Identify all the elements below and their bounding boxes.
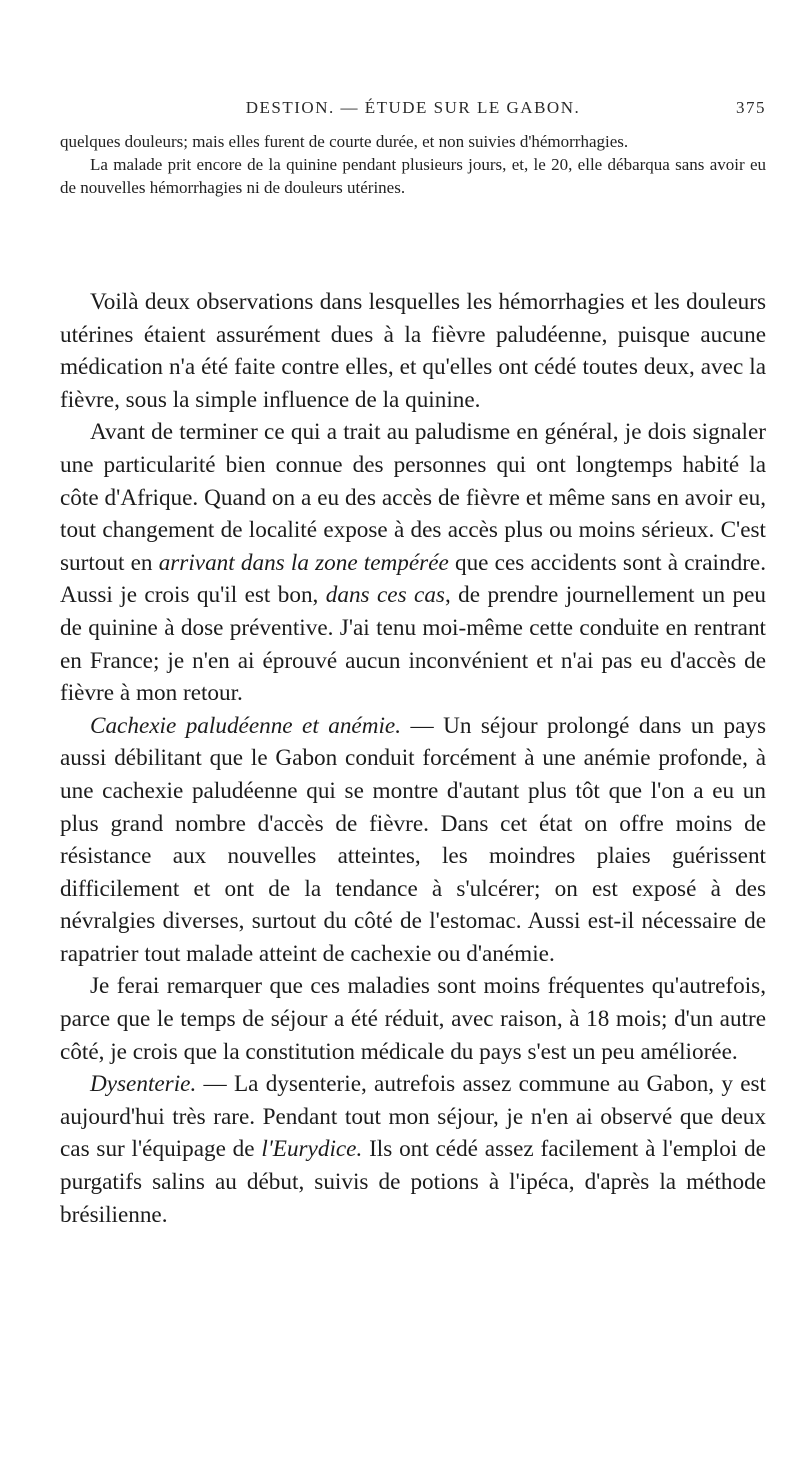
italic-phrase: arrivant dans la zone tempérée [158,549,449,576]
paragraph-paludisme [60,416,766,709]
paragraph-observations: Voilà deux observations dans lesquelles les hémorrhagies et les douleurs utérines étaient assurément dues à la fièvre paludéenne, puisque aucune médication n'a été faite contre elles, et qu'elles ont cédé toutes deux, avec la fièvre, sous la simple influence de la quinine. [60,289,766,413]
text-run: Avant de terminer ce qui a trait au paludisme en général, je dois signaler une particularité bien connue des personnes qui ont longtemps habité la côte d'Afrique. Quand on a eu des accès de fièvre et même sans en avoir eu, tout changement de localité expose à des accès plus ou moins sérieux. C'est surtout en [60,419,766,576]
case-notes-small-print [60,130,766,199]
text-run: Ils ont cédé assez facilement à l'emploi de purgatifs salins au début, suivis de potions à l'ipéca, d'après la méthode brésilienne. [60,1136,766,1228]
text-run: — Un séjour prolongé dans un pays aussi débilitant que le Gabon conduit forcément à une anémie profonde, à une cachexie paludéenne qui se montre d'autant plus tôt que l'on a eu un plus grand nombre d'accès de fièvre. Dans cet état on offre moins de résistance aux nouvelles atteintes, les moindres plaies guérissent difficilement et ont de la tendance à s'ulcérer; on est exposé à des névralgies diverses, surtout du côté de l'estomac. Aussi est-il nécessaire de rapatrier tout malade atteint de cachexie ou d'anémie. [60,712,766,967]
section-heading-dysenterie: Dysenterie. [90,1071,197,1098]
small-paragraph-2: La malade prit encore de la quinine pendant plusieurs jours, et, le 20, elle débarqua sans avoir eu de nouvelles hémorrhagies ni de douleurs utérines. [60,155,766,197]
section-heading-cachexie: Cachexie paludéenne et anémie. [90,712,401,739]
small-paragraph-1: quelques douleurs; mais elles furent de courte durée, et non suivies d'hémorrhagies. [60,132,629,151]
running-title: DESTION. — ÉTUDE SUR LE GABON. [245,98,581,117]
paragraph-dysenterie [60,1068,766,1231]
running-header [60,98,766,128]
text-run: que ces accidents sont à craindre. Aussi je crois qu'il est bon, [60,549,766,609]
italic-phrase: dans ces cas [325,582,445,609]
text-run: , de prendre journellement un peu de quinine à dose préventive. J'ai tenu moi-même cette conduite en rentrant en France; je n'en ai éprouvé aucun inconvénient et n'ai pas eu d'accès de fièvre à mon retour. [60,582,766,707]
paragraph-cachexie [60,710,766,971]
text-run: — La dysenterie, autrefois assez commune au Gabon, y est aujourd'hui très rare. Pendant tout mon séjour, je n'en ai observé que deux cas sur l'équipage de [60,1071,766,1163]
main-text [60,286,766,1231]
paragraph-remarque: Je ferai remarquer que ces maladies sont moins fréquentes qu'autrefois, parce que le temps de séjour a été réduit, avec raison, à 18 mois; d'un autre côté, je crois que la constitution médicale du pays s'est un peu améliorée. [60,973,766,1065]
page-number: 375 [736,98,766,117]
ship-name: l'Eurydice. [261,1136,363,1163]
